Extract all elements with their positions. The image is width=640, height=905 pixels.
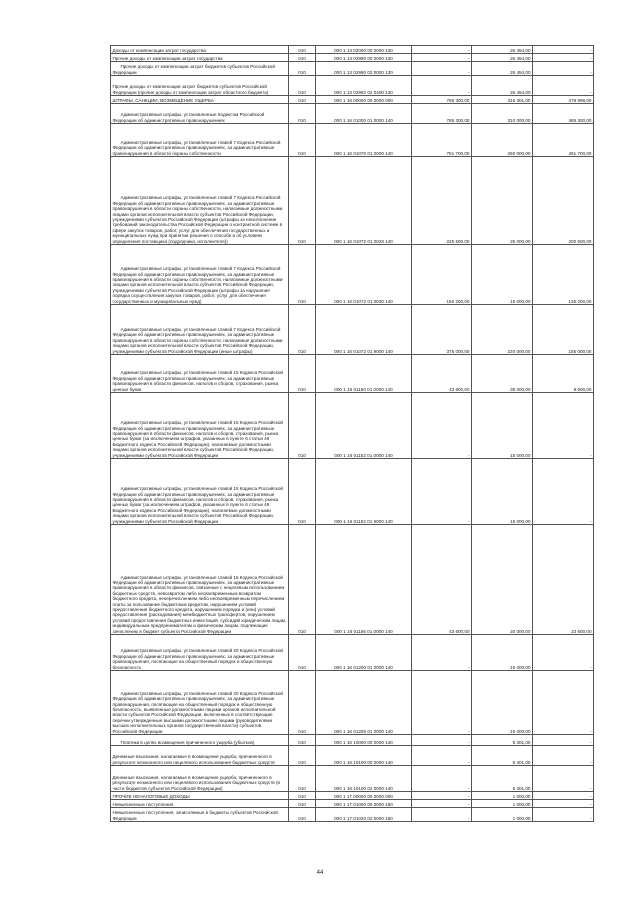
table-row [111,735,594,746]
row-unexecuted: 491 700,00 [533,124,594,157]
row-kbk: 000 1 13 02992 02 0400 130 [316,76,412,96]
row-unexecuted: 135 200,00 [533,245,594,305]
row-kbk: 000 1 17 01020 02 0000 180 [316,808,412,822]
row-approved: - [412,46,472,54]
table-row [111,459,594,525]
table-row [111,393,594,459]
row-kbk: 000 1 16 01072 01 9000 140 [316,305,412,355]
row-unexecuted: - [533,808,594,822]
row-code: 010 [289,792,316,800]
row-approved: - [412,735,472,746]
row-executed: 1 000,00 [472,792,533,800]
row-approved: 751 700,00 [412,124,472,157]
row-approved: - [412,635,472,671]
row-name: Административные штрафы, установленные Кодексом Российской Федерации об административных правонарушениях [111,104,289,124]
row-code: 010 [289,96,316,104]
row-executed: 26 454,00 [472,76,533,96]
row-approved: 225 500,00 [412,157,472,245]
row-executed: 15 000,00 [472,245,533,305]
row-unexecuted: - [533,671,594,735]
row-unexecuted: - [533,393,594,459]
row-unexecuted: 23 600,00 [533,525,594,635]
table-row [111,671,594,735]
row-approved: - [412,746,472,766]
row-approved: - [412,393,472,459]
row-name: Доходы от компенсации затрат государства [111,46,289,54]
row-executed: 220 000,00 [472,305,533,355]
row-kbk: 000 1 16 01072 01 0030 140 [316,245,412,305]
row-unexecuted: - [533,746,594,766]
row-name: Административные штрафы, установленные главой 15 Кодекса Российской Федерации об административных правонарушениях, за административные правонарушения в области финансов, налогов и сборов, страхования, рынка ценных бумаг [111,355,289,393]
row-code: 010 [289,800,316,808]
row-name: Административные штрафы, установленные главой 15 Кодекса Российской Федерации об административных правонарушениях, за административные правонарушения в области финансов, налогов и сборов, страхования, рынка ценных бумаг (за исключением штрафов, указанных в пункте 6 статьи 46 Бюджетного кодекса Российской Федерации), налагаемые должностными лицами органов исполнительной власти субъектов Российской Федерации, учреждениями субъектов Российской Федерации [111,393,289,459]
row-executed: 15 000,00 [472,393,533,459]
row-name: Административные штрафы, установленные главой 7 Кодекса Российской Федерации об административных правонарушениях, за административные правонарушения в области охраны собственности, налагаемые должностными лицами органов исполнительной власти субъектов Российской Федерации, учреждениями субъектов Российской Федерации (штрафы за нарушение порядка осуществления закупок товаров, работ, услуг для обеспечения государственных и муниципальных нужд) [111,245,289,305]
row-executed: 310 000,00 [472,104,533,124]
row-kbk: 000 1 13 02000 00 0000 130 [316,46,412,54]
row-approved: 785 300,00 [412,96,472,104]
row-executed: 6 301,00 [472,735,533,746]
row-code: 010 [289,124,316,157]
row-approved: - [412,800,472,808]
row-executed: 26 454,00 [472,46,533,54]
row-kbk: 000 1 16 01072 01 0028 140 [316,157,412,245]
row-approved: 43 600,00 [412,355,472,393]
row-unexecuted: - [533,735,594,746]
row-name: ПРОЧИЕ НЕНАЛОГОВЫЕ ДОХОДЫ [111,792,289,800]
row-code: 010 [289,245,316,305]
row-approved: - [412,54,472,62]
row-kbk: 000 1 16 10000 00 0000 140 [316,735,412,746]
row-unexecuted: - [533,766,594,792]
table-row [111,54,594,62]
row-unexecuted: 200 500,00 [533,157,594,245]
row-code: 010 [289,157,316,245]
table-row [111,305,594,355]
row-code: 010 [289,46,316,54]
row-unexecuted: - [533,76,594,96]
row-code: 010 [289,635,316,671]
row-unexecuted: 485 300,00 [533,104,594,124]
table-row [111,746,594,766]
table-row [111,104,594,124]
row-code: 010 [289,54,316,62]
row-name: Административные штрафы, установленные главой 20 Кодекса Российской Федерации об административных правонарушениях, за административные правонарушения, посягающие на общественный порядок и общественную безопасность [111,635,289,671]
row-name: Административные штрафы, установленные главой 15 Кодекса Российской Федерации об административных правонарушениях, за административные правонарушения в области финансов, налогов и сборов, страхования, рынка ценных бумаг (за исключением штрафов, указанных в пункте 6 статьи 46 Бюджетного кодекса Российской Федерации), налагаемые должностными лицами органов исполнительной власти субъектов Российской Федерации, учреждениями субъектов Российской Федерации [111,459,289,525]
row-code: 010 [289,735,316,746]
row-executed: 1 000,00 [472,808,533,822]
row-kbk: 000 1 16 01156 01 0000 140 [316,525,412,635]
row-kbk: 000 1 16 01205 01 0000 140 [316,671,412,735]
row-approved: 150 200,00 [412,245,472,305]
row-kbk: 000 1 16 01070 01 0000 140 [316,124,412,157]
row-kbk: 000 1 16 01200 01 0000 140 [316,635,412,671]
row-name: Административные штрафы, установленные главой 7 Кодекса Российской Федерации об административных правонарушениях, за административные правонарушения в области охраны собственности, налагаемые должностными лицами органов исполнительной власти субъектов Российской Федерации, учреждениями субъектов Российской Федерации (иные штрафы) [111,305,289,355]
row-kbk: 000 1 16 01150 01 0000 140 [316,355,412,393]
row-executed: 26 454,00 [472,54,533,62]
row-kbk: 000 1 16 10100 00 0000 140 [316,746,412,766]
table-row [111,792,594,800]
row-unexecuted: - [533,800,594,808]
row-executed: 260 000,00 [472,124,533,157]
row-code: 010 [289,355,316,393]
table-row [111,355,594,393]
row-unexecuted: - [533,635,594,671]
row-executed: 20 000,00 [472,525,533,635]
row-code: 010 [289,62,316,76]
table-row [111,245,594,305]
row-executed: 26 454,00 [472,62,533,76]
row-name: Платежи в целях возмещения причиненного ущерба (убытков) [111,735,289,746]
table-row [111,46,594,54]
table-row [111,62,594,76]
row-code: 010 [289,76,316,96]
row-executed: 25 000,00 [472,157,533,245]
row-name: Невыясненные поступления [111,800,289,808]
row-approved: - [412,459,472,525]
row-kbk: 000 1 16 00000 00 0000 000 [316,96,412,104]
row-unexecuted: 8 600,00 [533,355,594,393]
row-name: Административные штрафы, установленные главой 7 Кодекса Российской Федерации об административных правонарушениях, за административные правонарушения в области охраны собственности, налагаемые должностными лицами органов исполнительной власти субъектов Российской Федерации, учреждениями субъектов Российской Федерации (штрафы за неисполнение требований законодательства Российской Федерации о контрактной системе в сфере закупок товаров, работ, услуг для обеспечения государственных и муниципальных нужд при принятии решения о способе и об условиях определения поставщика (подрядчика, исполнителя)) [111,157,289,245]
row-approved: - [412,76,472,96]
row-name: Административные штрафы, установленные главой 20 Кодекса Российской Федерации об административных правонарушениях, за административные правонарушения, посягающие на общественный порядок и общественную безопасность, выявленные должностными лицами органов исполнительной власти субъектов Российской Федерации, включенных в соответствующие перечни утвержденные высшими должностными лицами (руководителями высших исполнительных органов государственной власти) субъектов Российской Федерации [111,671,289,735]
row-code: 010 [289,459,316,525]
table-row [111,124,594,157]
row-approved: - [412,766,472,792]
table-row [111,766,594,792]
table-row [111,76,594,96]
row-name: Прочие доходы от компенсации затрат бюджетов субъектов Российской Федерации (прочие доходы от компенсации затрат областного бюджета) [111,76,289,96]
row-code: 010 [289,393,316,459]
row-code: 010 [289,104,316,124]
table-row [111,157,594,245]
table-row [111,525,594,635]
table-row [111,96,594,104]
row-code: 010 [289,808,316,822]
row-unexecuted: 478 999,00 [533,96,594,104]
row-name: Административные штрафы, установленные главой 7 Кодекса Российской Федерации об административных правонарушениях, за административные правонарушения в области охраны собственности [111,124,289,157]
row-unexecuted: - [533,459,594,525]
row-name: Прочие доходы от компенсации затрат государства [111,54,289,62]
row-kbk: 000 1 16 01000 01 0000 140 [316,104,412,124]
row-kbk: 000 1 16 01152 01 0000 140 [316,393,412,459]
row-approved: 375 000,00 [412,305,472,355]
row-approved: - [412,792,472,800]
row-executed: 15 000,00 [472,635,533,671]
row-name: Невыясненные поступления, зачисляемые в бюджеты субъектов Российской Федерации [111,808,289,822]
row-code: 010 [289,671,316,735]
row-unexecuted: - [533,54,594,62]
row-kbk: 000 1 13 02990 02 0000 130 [316,62,412,76]
row-approved: - [412,671,472,735]
row-unexecuted: - [533,46,594,54]
income-report-body [111,46,594,822]
row-approved: 43 600,00 [412,525,472,635]
row-executed: 35 000,00 [472,355,533,393]
row-approved: - [412,808,472,822]
row-code: 010 [289,746,316,766]
row-name: Денежные взыскания, налагаемые в возмещение ущерба, причиненного в результате незаконного или нецелевого использования бюджетных средств (в части бюджетов субъектов Российской Федерации) [111,766,289,792]
row-kbk: 000 1 13 02990 00 0000 130 [316,54,412,62]
row-executed: 15 000,00 [472,671,533,735]
row-executed: 15 000,00 [472,459,533,525]
row-code: 010 [289,766,316,792]
row-code: 010 [289,525,316,635]
row-kbk: 000 1 16 01152 01 9000 140 [316,459,412,525]
page-number: 44 [316,870,324,876]
row-name: Административные штрафы, установленные главой 15 Кодекса Российской Федерации об административных правонарушениях, за административные правонарушения в области финансов, связанные с нецелевым использованием бюджетных средств, невозвратом либо несвоевременным возвратом бюджетного кредита, неперечислением либо несвоевременным перечислением платы за пользование бюджетным кредитом, нарушением условий предоставления бюджетного кредита, нарушением порядка и (или) условий предоставления (расходования) межбюджетных трансфертов, нарушением условий предоставления бюджетных инвестиций, субсидий юридическим лицам, индивидуальным предпринимателям и физическим лицам, подлежащие зачислению в бюджет субъекта Российской Федерации [111,525,289,635]
row-kbk: 000 1 16 10100 02 0000 140 [316,766,412,792]
row-executed: 1 000,00 [472,800,533,808]
row-approved: - [412,62,472,76]
row-unexecuted: - [533,792,594,800]
row-executed: 316 301,00 [472,96,533,104]
row-executed: 6 301,00 [472,766,533,792]
row-name: Денежные взыскания, налагаемые в возмещение ущерба, причиненного в результате незаконного или нецелевого использования бюджетных средств [111,746,289,766]
table-row [111,800,594,808]
table-row [111,635,594,671]
row-executed: 6 301,00 [472,746,533,766]
row-approved: 785 300,00 [412,104,472,124]
row-code: 010 [289,305,316,355]
row-unexecuted: 155 000,00 [533,305,594,355]
row-kbk: 000 1 17 00000 00 0000 000 [316,792,412,800]
row-kbk: 000 1 17 01000 00 0000 180 [316,800,412,808]
table-row [111,808,594,822]
row-name: ШТРАФЫ, САНКЦИИ, ВОЗМЕЩЕНИЕ УЩЕРБА [111,96,289,104]
row-name: Прочие доходы от компенсации затрат бюджетов субъектов Российской Федерации [111,62,289,76]
income-report-table [110,45,594,822]
row-unexecuted: - [533,62,594,76]
